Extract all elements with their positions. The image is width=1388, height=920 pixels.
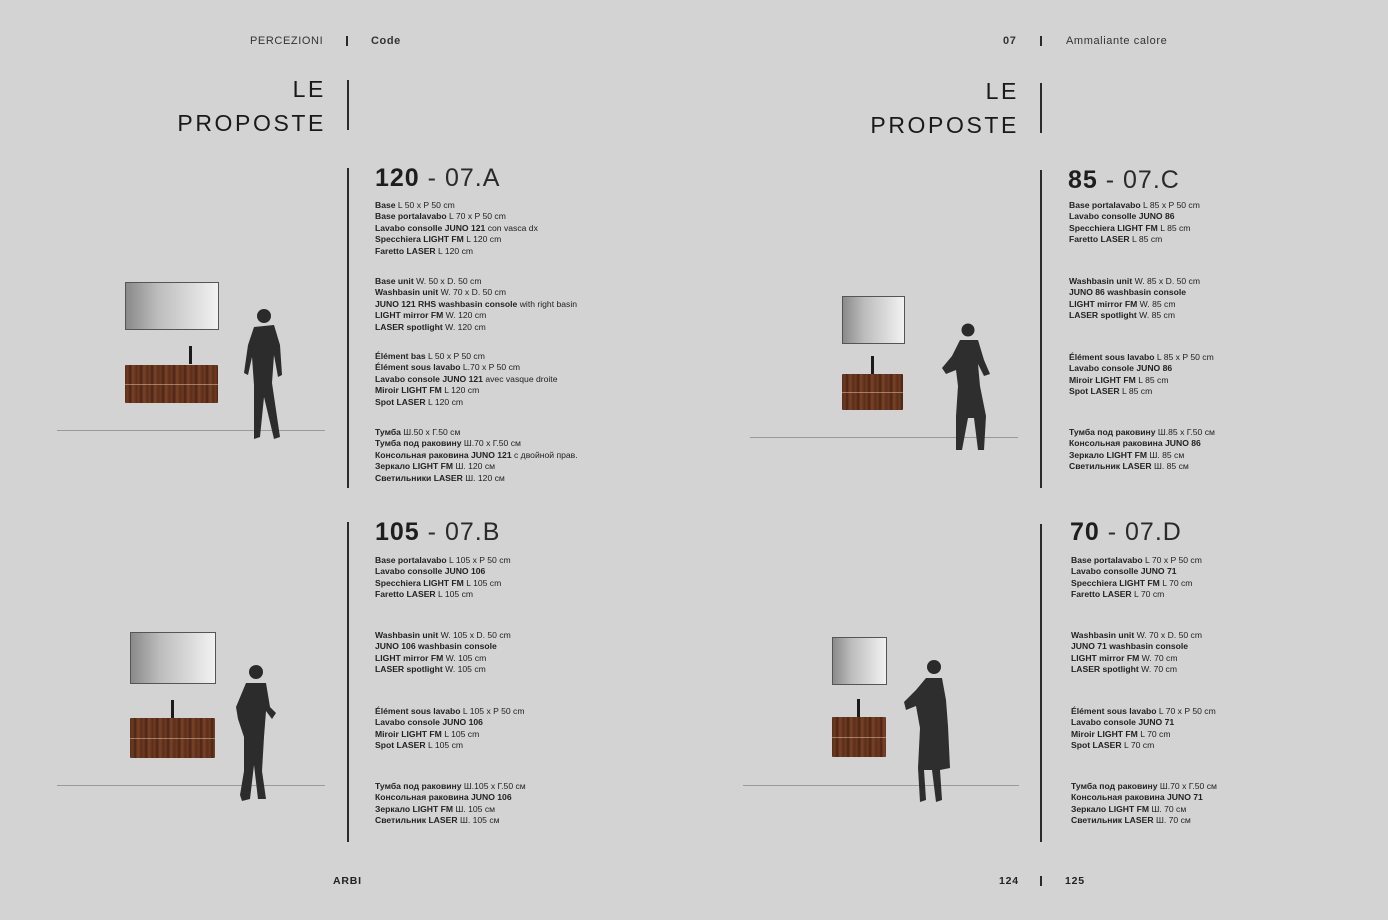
spec-line-value: L 105 cm (463, 577, 502, 588)
spec-line (375, 578, 511, 589)
proposal-title: 70 - 07.D (1070, 518, 1182, 546)
spec-line-label: Miroir LIGHT FM (375, 385, 442, 396)
spec-line-value: Ш. 70 см (1149, 803, 1187, 814)
section-divider (347, 168, 349, 488)
spec-line-value: L 50 x P 50 cm (425, 351, 485, 361)
spec-line (375, 706, 525, 717)
spec-block-ru (1069, 427, 1215, 473)
spec-line (1069, 450, 1215, 461)
spec-line-value: L 85 cm (1119, 386, 1153, 397)
spec-block-it (1069, 200, 1200, 246)
spec-line (1069, 363, 1214, 374)
spec-line-label: Зеркало LIGHT FM (375, 461, 454, 472)
spec-line-value: L 50 x P 50 cm (395, 200, 455, 210)
spec-line (375, 200, 538, 211)
spec-block-fr (375, 351, 557, 408)
spec-line-value: con vasca dx (485, 222, 538, 233)
spec-line (1071, 792, 1217, 803)
spec-block-ru (375, 427, 578, 484)
spec-line (1071, 804, 1217, 815)
spec-line-label: Faretto LASER (1071, 589, 1132, 600)
spec-line (1071, 589, 1202, 600)
spec-line-value: L 70 cm (1137, 728, 1171, 739)
spec-line (1071, 781, 1217, 792)
spec-line-label: Зеркало LIGHT FM (1069, 449, 1148, 460)
spec-line (375, 351, 557, 362)
spec-line (1069, 438, 1215, 449)
spec-line-value: W. 105 cm (442, 664, 486, 675)
spec-line-label: LASER spotlight (1069, 310, 1137, 321)
faucet-illustration (171, 700, 174, 718)
spec-line-label: Светильник LASER (375, 815, 458, 826)
spec-line-value: Ш.50 х Г.50 см (400, 427, 461, 437)
spec-line-label: Светильники LASER (375, 472, 463, 483)
spec-line-label: Тумба под раковину (1069, 427, 1156, 437)
woman-silhouette-icon (938, 320, 994, 454)
spec-line-label: Тумба под раковину (375, 438, 462, 449)
footer-brand: ARBI (333, 875, 362, 887)
spec-line (1071, 653, 1202, 664)
spec-line-label: Base portalavabo (375, 211, 447, 222)
mirror-illustration (130, 632, 216, 684)
spec-line (1069, 287, 1200, 298)
spec-line-value: L 120 cm (441, 385, 480, 396)
spec-line (1071, 740, 1216, 751)
spec-line-label: Base unit (375, 276, 414, 286)
spec-line (375, 397, 557, 408)
spec-line-value: L 105 cm (425, 740, 464, 751)
spec-line (375, 630, 511, 641)
spec-line (375, 299, 577, 310)
spec-line (1071, 717, 1216, 728)
spec-line-value: L 120 cm (463, 234, 502, 245)
spec-line-value: Ш. 105 см (453, 803, 496, 814)
spec-line (375, 246, 538, 257)
spec-line-label: Miroir LIGHT FM (375, 728, 442, 739)
spec-line (1071, 566, 1202, 577)
spec-line-value: Ш. 85 см (1151, 461, 1189, 472)
spec-line-label: LASER spotlight (375, 664, 443, 675)
spec-line-value: W. 105 x D. 50 cm (438, 630, 511, 640)
header-divider (1040, 36, 1042, 46)
title-divider (1040, 83, 1042, 133)
spec-line-label: Élément sous lavabo (1069, 352, 1155, 362)
spec-line-label: Spot LASER (1069, 386, 1120, 397)
spec-line (375, 374, 557, 385)
spec-line-label: Lavabo console JUNO 106 (375, 717, 483, 728)
proposal-title: 105 - 07.B (375, 518, 501, 546)
spec-line-label: JUNO 86 washbasin console (1069, 287, 1187, 298)
spec-line (1071, 815, 1217, 826)
spec-line-label: Washbasin unit (375, 630, 439, 640)
spec-line-value: L 70 cm (1121, 740, 1155, 751)
spec-line (375, 223, 538, 234)
footer-divider (1040, 876, 1042, 886)
spec-line-value: L 105 cm (435, 589, 474, 600)
spec-line (375, 322, 577, 333)
spec-line-label: JUNO 121 RHS washbasin console (375, 298, 518, 309)
spec-line (1071, 630, 1202, 641)
spec-line (375, 781, 526, 792)
spec-line-value: Ш.85 х Г.50 см (1155, 427, 1215, 437)
spec-line-label: JUNO 71 washbasin console (1071, 641, 1189, 652)
spec-line (375, 276, 577, 287)
man-silhouette-icon (244, 305, 302, 445)
spec-line-label: Élément sous lavabo (1071, 706, 1157, 716)
spec-line-label: Base portalavabo (1071, 555, 1143, 565)
spec-line-value: L 105 x P 50 cm (446, 555, 511, 565)
spec-line-value: L 105 cm (441, 728, 480, 739)
spec-line (375, 555, 511, 566)
header-chapter-label: Code (371, 35, 401, 47)
spec-line-value: Ш.70 х Г.50 см (461, 438, 521, 449)
spec-line-value: L 70 x P 50 cm (1142, 555, 1202, 565)
spec-block-it (375, 200, 538, 257)
spec-line (375, 589, 511, 600)
spec-line (1069, 234, 1200, 245)
spec-line-label: Светильник LASER (1071, 815, 1154, 826)
spec-line-label: Lavabo console JUNO 71 (1071, 717, 1175, 728)
spec-line-label: Тумба под раковину (1071, 781, 1158, 791)
mirror-illustration (842, 296, 905, 344)
spec-line (375, 717, 525, 728)
faucet-illustration (189, 346, 192, 364)
spec-line-value: с двойной прав. (511, 449, 578, 460)
header-chapter-title: Ammaliante calore (1066, 35, 1168, 47)
spec-line-value: L 70 x P 50 cm (1156, 706, 1216, 716)
spec-block-en (1069, 276, 1200, 322)
spec-line-label: Lavabo console JUNO 121 (375, 373, 483, 384)
spec-line-value: W. 120 cm (442, 321, 486, 332)
page-number-left: 124 (999, 875, 1019, 887)
spec-block-it (375, 555, 511, 601)
spec-line-value: with right basin (517, 298, 578, 309)
spec-line-value: L 85 x P 50 cm (1154, 352, 1214, 362)
spec-line (375, 234, 538, 245)
spec-line (1069, 386, 1214, 397)
mirror-illustration (125, 282, 219, 330)
spec-line-label: Specchiera LIGHT FM (375, 577, 464, 588)
spec-line-label: Тумба под раковину (375, 781, 462, 791)
spec-line-label: Spot LASER (1071, 740, 1122, 751)
floor-line (743, 785, 1019, 786)
spec-line-value: Ш. 120 см (453, 461, 496, 472)
spec-line-value: W. 70 x D. 50 cm (438, 287, 507, 298)
spec-line-label: Lavabo consolle JUNO 71 (1071, 566, 1177, 577)
header-section-label: PERCEZIONI (250, 35, 324, 47)
header-chapter-number: 07 (1003, 35, 1017, 47)
spec-line-label: Faretto LASER (1069, 234, 1130, 245)
spec-line (375, 804, 526, 815)
spec-line-label: Lavabo consolle JUNO 106 (375, 566, 486, 577)
spec-block-fr (1071, 706, 1216, 752)
spec-line-value: avec vasque droite (482, 373, 558, 384)
spec-line-label: Faretto LASER (375, 589, 436, 600)
spec-line (1069, 461, 1215, 472)
spec-line (375, 566, 511, 577)
spec-line (375, 740, 525, 751)
spec-line-value: W. 120 cm (443, 310, 487, 321)
page-number-right: 125 (1065, 875, 1085, 887)
spec-line-label: Base (375, 200, 396, 210)
spec-line-label: Тумба (375, 427, 401, 437)
spec-line-value: Ш. 120 см (462, 472, 505, 483)
spec-line (375, 310, 577, 321)
spec-line-value: W. 105 cm (443, 652, 487, 663)
spec-line-value: L 70 cm (1159, 577, 1193, 588)
spec-line-label: Washbasin unit (375, 287, 439, 298)
spec-line-value: W. 50 x D. 50 cm (413, 276, 482, 286)
spec-line-value: L 70 cm (1131, 589, 1165, 600)
spec-line-label: Консольная раковина JUNO 71 (1071, 792, 1203, 803)
spec-line-label: Lavabo console JUNO 86 (1069, 363, 1173, 374)
spec-line-value: L 120 cm (425, 396, 464, 407)
spec-line-label: Faretto LASER (375, 245, 436, 256)
spec-line-label: JUNO 106 washbasin console (375, 641, 497, 652)
spec-line (375, 287, 577, 298)
spec-line-label: Консольная раковина JUNO 106 (375, 792, 512, 803)
spec-line (375, 461, 578, 472)
spec-line (375, 450, 578, 461)
spec-line-value: W. 70 cm (1138, 664, 1177, 675)
spec-line-label: Élément bas (375, 351, 426, 361)
spec-line (375, 653, 511, 664)
spec-line-value: L 105 x P 50 cm (460, 706, 525, 716)
proposal-title: 120 - 07.A (375, 164, 501, 192)
spec-line-label: LASER spotlight (1071, 664, 1139, 675)
spec-line-value: Ш.70 х Г.50 см (1157, 781, 1217, 791)
faucet-illustration (871, 356, 874, 374)
spec-line (1069, 200, 1200, 211)
spec-line-label: LIGHT mirror FM (1069, 298, 1138, 309)
spec-line-label: LIGHT mirror FM (1071, 652, 1140, 663)
spec-line (1069, 427, 1215, 438)
spec-line-label: Élément sous lavabo (375, 706, 461, 716)
spec-line-label: Washbasin unit (1071, 630, 1135, 640)
section-divider (1040, 524, 1042, 842)
spec-line (1069, 211, 1200, 222)
spec-line (1071, 555, 1202, 566)
spec-line-value: W. 70 cm (1139, 652, 1178, 663)
spec-line-value: L 85 cm (1157, 222, 1191, 233)
section-divider (1040, 170, 1042, 488)
spec-line-label: Specchiera LIGHT FM (375, 234, 464, 245)
spec-line (1069, 223, 1200, 234)
spec-block-ru (1071, 781, 1217, 827)
spec-line (375, 438, 578, 449)
vanity-cabinet-illustration (130, 718, 215, 758)
spec-line-label: Washbasin unit (1069, 276, 1133, 286)
spec-line-value: L 70 x P 50 cm (446, 211, 506, 222)
spec-line-label: Base portalavabo (375, 555, 447, 565)
spec-line (1069, 352, 1214, 363)
spec-line-value: L 120 cm (435, 245, 474, 256)
spec-line (375, 641, 511, 652)
spec-block-fr (375, 706, 525, 752)
spec-line (375, 664, 511, 675)
spec-line (375, 792, 526, 803)
page-title-right: LE PROPOSTE (870, 78, 1019, 138)
spec-line (1071, 578, 1202, 589)
spec-line-label: LIGHT mirror FM (375, 310, 444, 321)
spec-block-it (1071, 555, 1202, 601)
spec-line (1069, 375, 1214, 386)
spec-block-ru (375, 781, 526, 827)
spec-block-en (375, 276, 577, 333)
spec-line (375, 211, 538, 222)
spec-line-label: Зеркало LIGHT FM (1071, 803, 1150, 814)
spec-line-label: Miroir LIGHT FM (1069, 374, 1136, 385)
spec-line (1071, 641, 1202, 652)
spec-line-value: Ш.105 х Г.50 см (461, 781, 526, 791)
spec-line-value: L 85 cm (1129, 234, 1163, 245)
mirror-illustration (832, 637, 887, 685)
spec-line-label: Élément sous lavabo (375, 362, 461, 373)
title-divider (347, 80, 349, 130)
spec-line (1071, 664, 1202, 675)
spec-line-label: Lavabo consolle JUNO 86 (1069, 211, 1175, 222)
spec-line (375, 385, 557, 396)
woman-silhouette-icon (904, 656, 952, 804)
spec-line (375, 815, 526, 826)
section-divider (347, 522, 349, 842)
spec-line-value: Ш. 85 см (1147, 449, 1185, 460)
spec-line-value: Ш. 70 см (1153, 815, 1191, 826)
spec-line-label: Base portalavabo (1069, 200, 1141, 210)
spec-line-value: W. 85 x D. 50 cm (1132, 276, 1201, 286)
spec-line (375, 427, 578, 438)
spec-line (1069, 310, 1200, 321)
spec-line (1069, 299, 1200, 310)
spec-line (375, 473, 578, 484)
spec-line-label: Specchiera LIGHT FM (1069, 222, 1158, 233)
spec-line-value: W. 85 cm (1137, 298, 1176, 309)
spec-line-value: W. 70 x D. 50 cm (1134, 630, 1203, 640)
spec-line-label: Spot LASER (375, 396, 426, 407)
spec-line-label: Консольная раковина JUNO 121 (375, 449, 512, 460)
man-silhouette-icon (222, 661, 278, 803)
spec-line-label: Консольная раковина JUNO 86 (1069, 438, 1201, 449)
spec-line-value: L.70 x P 50 cm (460, 362, 521, 373)
spec-line-label: Lavabo consolle JUNO 121 (375, 222, 486, 233)
header-divider (346, 36, 348, 46)
spec-line-label: LIGHT mirror FM (375, 652, 444, 663)
spec-line-label: Светильник LASER (1069, 461, 1152, 472)
vanity-cabinet-illustration (832, 717, 886, 757)
proposal-title: 85 - 07.C (1068, 166, 1180, 194)
spec-line-label: LASER spotlight (375, 321, 443, 332)
spec-line (375, 362, 557, 373)
faucet-illustration (857, 699, 860, 717)
spec-block-en (375, 630, 511, 676)
spec-line-label: Зеркало LIGHT FM (375, 803, 454, 814)
spec-line (375, 729, 525, 740)
spec-block-fr (1069, 352, 1214, 398)
vanity-cabinet-illustration (842, 374, 903, 410)
spec-line-label: Miroir LIGHT FM (1071, 728, 1138, 739)
spec-line (1071, 729, 1216, 740)
floor-line (57, 785, 325, 786)
spec-line-value: L 85 cm (1135, 374, 1169, 385)
spec-line-label: Specchiera LIGHT FM (1071, 577, 1160, 588)
spec-line-value: L 85 x P 50 cm (1140, 200, 1200, 210)
spec-line (1071, 706, 1216, 717)
spec-line (1069, 276, 1200, 287)
spec-line-value: W. 85 cm (1136, 310, 1175, 321)
spec-line-label: Spot LASER (375, 740, 426, 751)
page-title-left: LE PROPOSTE (177, 76, 326, 136)
vanity-cabinet-illustration (125, 365, 218, 403)
spec-block-en (1071, 630, 1202, 676)
spec-line-value: Ш. 105 см (457, 815, 500, 826)
